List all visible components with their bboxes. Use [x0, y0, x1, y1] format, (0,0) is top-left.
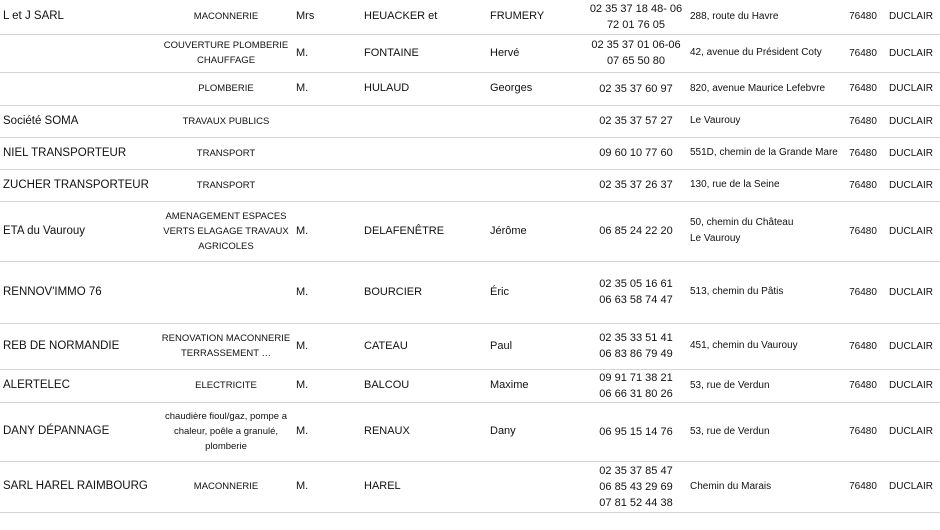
phone-numbers-line: 02 35 37 60 97	[599, 82, 673, 95]
city-cell: DUCLAIR	[882, 0, 940, 34]
civility-cell: M.	[294, 34, 362, 72]
first-name-cell: Maxime	[488, 369, 584, 402]
last-name-cell: BALCOU	[362, 369, 488, 402]
activity-line: MACONNERIE	[193, 481, 259, 492]
city-cell: DUCLAIR	[882, 72, 940, 105]
address-cell	[688, 201, 844, 261]
table-row	[0, 137, 940, 169]
phone-numbers-line: 06 63 58 74 47	[599, 294, 673, 306]
phone-numbers-line: 09 60 10 77 60	[599, 147, 673, 159]
postcode-cell: 76480	[844, 34, 882, 72]
address-line: 53, rue de Verdun	[690, 425, 770, 437]
first-name-cell	[488, 105, 584, 137]
company-name-cell: Société SOMA	[0, 105, 158, 137]
postcode-cell: 76480	[844, 261, 882, 323]
phone-numbers-cell	[584, 461, 688, 512]
table-row	[0, 402, 940, 461]
phone-numbers-cell	[584, 137, 688, 169]
activity-cell	[158, 402, 294, 461]
first-name-cell: Dany	[488, 402, 584, 461]
company-name-cell: ALERTELEC	[0, 369, 158, 402]
activity-cell	[158, 137, 294, 169]
activity-line: ELECTRICITE	[195, 380, 257, 391]
last-name-cell	[362, 169, 488, 201]
phone-numbers-line: 09 91 71 38 21	[599, 371, 673, 384]
city-cell: DUCLAIR	[882, 402, 940, 461]
table-row	[0, 169, 940, 201]
phone-numbers-cell	[584, 323, 688, 369]
address-cell	[688, 261, 844, 323]
table-row	[0, 105, 940, 137]
activity-line: chaleur, poêle a granulé,	[173, 426, 279, 437]
first-name-cell: Hervé	[488, 34, 584, 72]
phone-numbers-line: 06 83 86 79 49	[599, 348, 673, 360]
phone-numbers-cell	[584, 261, 688, 323]
postcode-cell: 76480	[844, 201, 882, 261]
address-cell	[688, 72, 844, 105]
first-name-cell: Paul	[488, 323, 584, 369]
activity-line: plomberie	[205, 441, 247, 452]
city-cell: DUCLAIR	[882, 169, 940, 201]
phone-numbers-line: 02 35 37 01 06-06	[591, 39, 681, 51]
activity-line: PLOMBERIE	[198, 83, 254, 94]
phone-numbers-line: 06 95 15 14 76	[599, 425, 673, 438]
address-line: 513, chemin du Pâtis	[690, 286, 784, 297]
activity-cell	[158, 369, 294, 402]
activity-line: TRANSPORT	[196, 147, 256, 159]
phone-numbers-line: 02 35 37 57 27	[599, 115, 673, 127]
city-cell: DUCLAIR	[882, 323, 940, 369]
postcode-cell: 76480	[844, 402, 882, 461]
first-name-cell: Éric	[488, 261, 584, 323]
company-name-cell	[0, 34, 158, 72]
activity-line: MACONNERIE	[193, 11, 259, 23]
company-name-cell: SARL HAREL RAIMBOURG	[0, 461, 158, 512]
civility-cell	[294, 105, 362, 137]
last-name-cell: RENAUX	[362, 402, 488, 461]
city-cell: DUCLAIR	[882, 201, 940, 261]
phone-numbers-line: 07 81 52 44 38	[599, 496, 673, 509]
table-row	[0, 0, 940, 34]
address-cell	[688, 323, 844, 369]
address-cell	[688, 137, 844, 169]
address-line: Le Vaurouy	[690, 115, 741, 126]
civility-cell: M.	[294, 323, 362, 369]
last-name-cell: HAREL	[362, 461, 488, 512]
address-line: Chemin du Marais	[690, 480, 772, 492]
postcode-cell: 76480	[844, 323, 882, 369]
company-name-cell: ETA du Vaurouy	[0, 201, 158, 261]
address-line: 53, rue de Verdun	[690, 379, 770, 391]
activity-cell	[158, 461, 294, 512]
address-cell	[688, 34, 844, 72]
activity-line: COUVERTURE PLOMBERIE	[163, 40, 289, 51]
company-name-cell: NIEL TRANSPORTEUR	[0, 137, 158, 169]
phone-numbers-cell	[584, 34, 688, 72]
activity-cell	[158, 201, 294, 261]
activity-cell	[158, 169, 294, 201]
phone-numbers-cell	[584, 72, 688, 105]
postcode-cell: 76480	[844, 105, 882, 137]
last-name-cell: DELAFENÊTRE	[362, 201, 488, 261]
address-line: 130, rue de la Seine	[690, 179, 780, 190]
address-cell	[688, 105, 844, 137]
activity-cell	[158, 0, 294, 34]
activity-cell	[158, 34, 294, 72]
address-cell	[688, 461, 844, 512]
phone-numbers-cell	[584, 369, 688, 402]
company-name-cell: ZUCHER TRANSPORTEUR	[0, 169, 158, 201]
company-name-cell	[0, 72, 158, 105]
activity-line: TERRASSEMENT …	[180, 348, 272, 359]
city-cell: DUCLAIR	[882, 461, 940, 512]
phone-numbers-line: 06 85 24 22 20	[599, 225, 673, 237]
address-cell	[688, 169, 844, 201]
phone-numbers-line: 02 35 37 18 48- 06	[589, 2, 683, 15]
civility-cell: M.	[294, 369, 362, 402]
first-name-cell	[488, 461, 584, 512]
activity-cell	[158, 261, 294, 323]
address-line: 288, route du Havre	[690, 10, 779, 22]
company-name-cell: L et J SARL	[0, 0, 158, 34]
activity-line: AGRICOLES	[198, 240, 254, 252]
activity-cell	[158, 105, 294, 137]
postcode-cell: 76480	[844, 169, 882, 201]
phone-numbers-cell	[584, 201, 688, 261]
first-name-cell	[488, 169, 584, 201]
civility-cell: M.	[294, 72, 362, 105]
civility-cell: M.	[294, 402, 362, 461]
activity-line: RENOVATION MACONNERIE	[161, 333, 291, 344]
civility-cell: M.	[294, 461, 362, 512]
activity-line: TRANSPORT	[196, 179, 256, 191]
table-row	[0, 34, 940, 72]
city-cell: DUCLAIR	[882, 105, 940, 137]
company-name-cell: RENNOV'IMMO 76	[0, 261, 158, 323]
postcode-cell: 76480	[844, 0, 882, 34]
activity-line: AMENAGEMENT ESPACES	[165, 210, 287, 222]
postcode-cell: 76480	[844, 369, 882, 402]
phone-numbers-line: 02 35 33 51 41	[599, 332, 673, 344]
phone-numbers-cell	[584, 402, 688, 461]
address-line: 42, avenue du Président Coty	[690, 47, 822, 58]
table-row	[0, 261, 940, 323]
first-name-cell: Jérôme	[488, 201, 584, 261]
activity-line: VERTS ELAGAGE TRAVAUX	[163, 225, 289, 237]
phone-numbers-cell	[584, 169, 688, 201]
table-row	[0, 72, 940, 105]
phone-numbers-line: 06 66 31 80 26	[599, 387, 673, 400]
activity-line: TRAVAUX PUBLICS	[182, 115, 270, 127]
table-row	[0, 201, 940, 261]
postcode-cell: 76480	[844, 137, 882, 169]
last-name-cell: HEUACKER et	[362, 0, 488, 34]
last-name-cell	[362, 105, 488, 137]
address-line: 50, chemin du Château	[690, 217, 794, 228]
address-line: 820, avenue Maurice Lefebvre	[690, 82, 826, 94]
phone-numbers-line: 02 35 37 26 37	[599, 179, 673, 191]
activity-cell	[158, 323, 294, 369]
address-cell	[688, 0, 844, 34]
phone-numbers-line: 07 65 50 80	[606, 55, 666, 67]
civility-cell: M.	[294, 201, 362, 261]
last-name-cell: FONTAINE	[362, 34, 488, 72]
address-cell	[688, 369, 844, 402]
phone-numbers-cell	[584, 105, 688, 137]
phone-numbers-line: 06 85 43 29 69	[599, 480, 673, 493]
last-name-cell: HULAUD	[362, 72, 488, 105]
phone-numbers-cell	[584, 0, 688, 34]
table-row	[0, 369, 940, 402]
city-cell: DUCLAIR	[882, 137, 940, 169]
civility-cell: M.	[294, 261, 362, 323]
city-cell: DUCLAIR	[882, 261, 940, 323]
activity-line: CHAUFFAGE	[196, 55, 256, 66]
address-cell	[688, 402, 844, 461]
company-name-cell: DANY DÉPANNAGE	[0, 402, 158, 461]
city-cell: DUCLAIR	[882, 369, 940, 402]
civility-cell: Mrs	[294, 0, 362, 34]
company-name-cell: REB DE NORMANDIE	[0, 323, 158, 369]
city-cell: DUCLAIR	[882, 34, 940, 72]
civility-cell	[294, 137, 362, 169]
postcode-cell: 76480	[844, 461, 882, 512]
table-row	[0, 461, 940, 512]
last-name-cell: BOURCIER	[362, 261, 488, 323]
civility-cell	[294, 169, 362, 201]
first-name-cell: FRUMERY	[488, 0, 584, 34]
address-line: 551D, chemin de la Grande Mare	[690, 147, 838, 158]
activity-line: chaudière fioul/gaz, pompe a	[165, 411, 287, 422]
last-name-cell	[362, 137, 488, 169]
address-line: Le Vaurouy	[690, 233, 741, 244]
phone-numbers-line: 02 35 05 16 61	[599, 278, 673, 290]
first-name-cell	[488, 137, 584, 169]
activity-cell	[158, 72, 294, 105]
address-line: 451, chemin du Vaurouy	[690, 340, 798, 351]
phone-numbers-line: 02 35 37 85 47	[599, 464, 673, 477]
first-name-cell: Georges	[488, 72, 584, 105]
postcode-cell: 76480	[844, 72, 882, 105]
table-row	[0, 323, 940, 369]
phone-numbers-line: 72 01 76 05	[606, 18, 666, 31]
last-name-cell: CATEAU	[362, 323, 488, 369]
